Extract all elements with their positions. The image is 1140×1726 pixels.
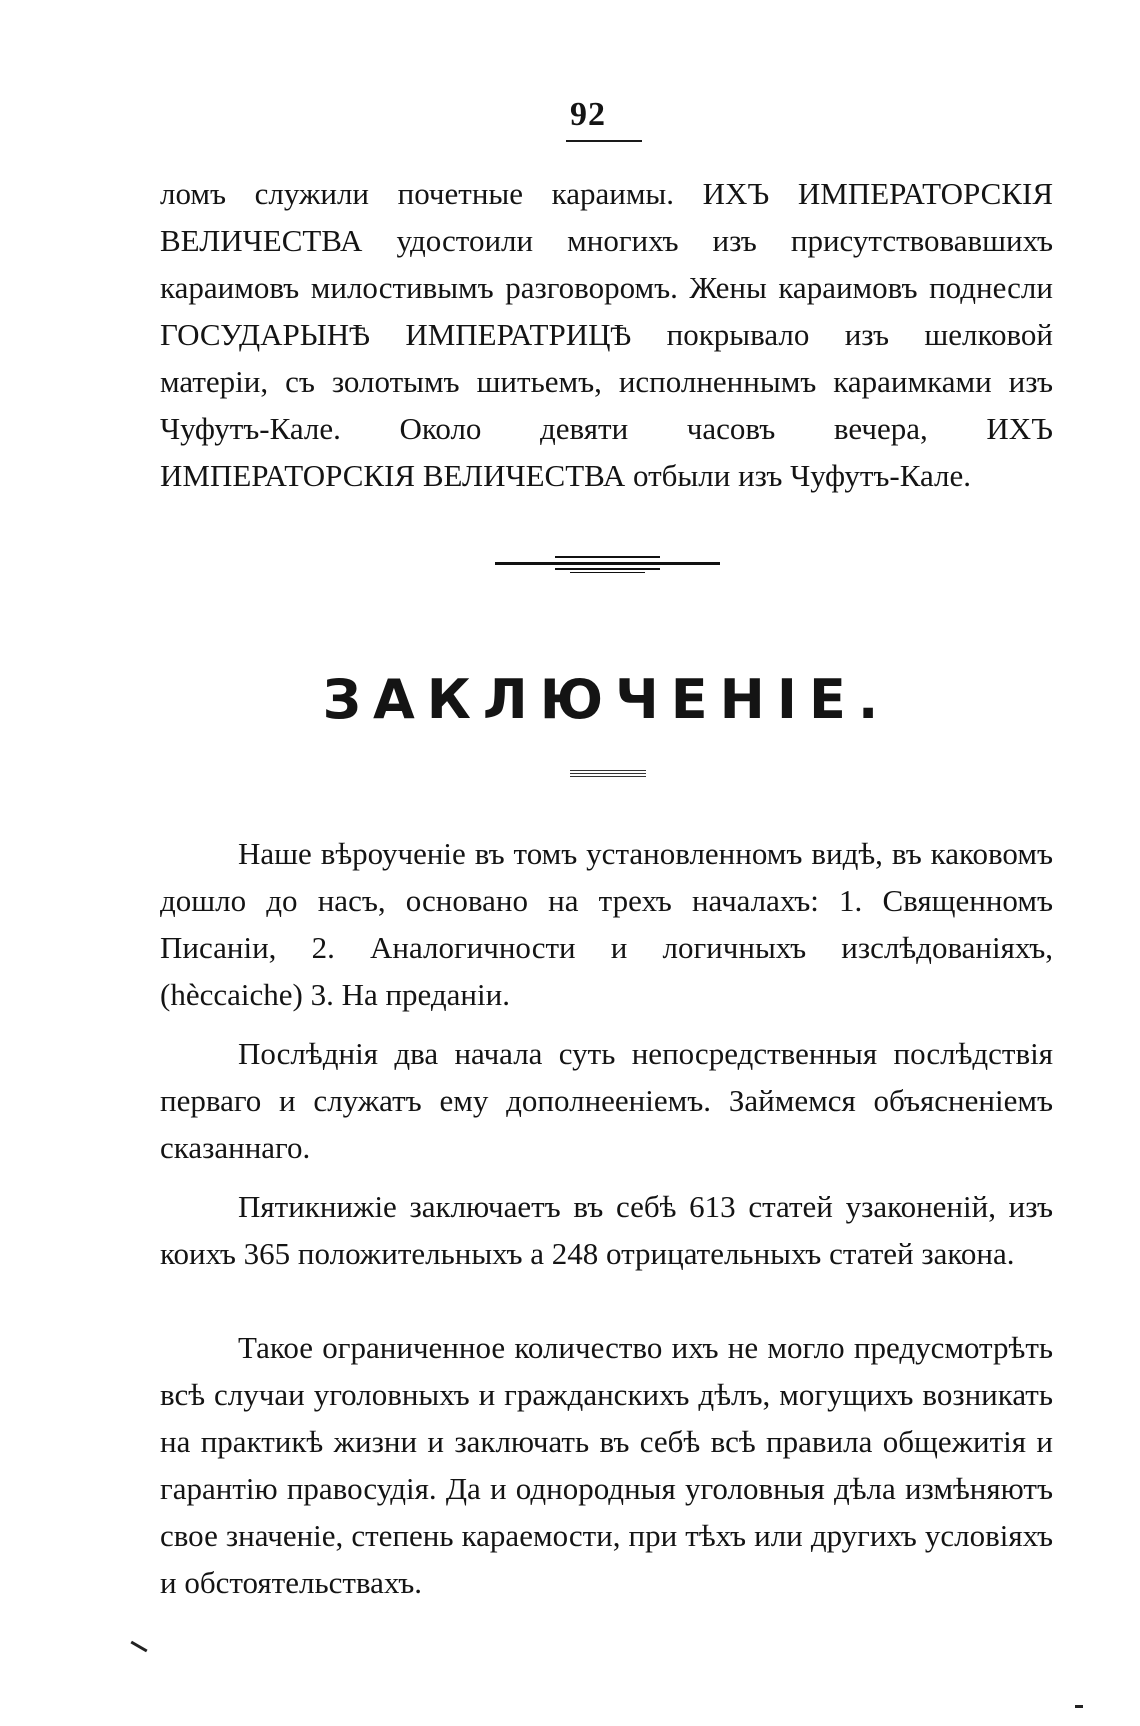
section-title-rule xyxy=(570,770,646,778)
section-divider-ornament xyxy=(495,553,720,575)
page-number: 92 xyxy=(570,96,606,133)
print-speck xyxy=(1075,1705,1083,1708)
paragraph-last-two-principles: Послѣднія два начала суть непосредственныя послѣдствія перваго и служатъ ему дополнееніемъ. Займемся объясненіемъ сказаннаго. xyxy=(160,1036,1053,1165)
page-number-underline xyxy=(566,140,642,142)
paragraph-limited-laws: Такое ограниченное количество ихъ не могло предусмотрѣть всѣ случаи уголовныхъ и гражданскихъ дѣлъ, могущихъ возникать на практикѣ жизни и заключать въ себѣ всѣ правила общежитія и гарантію правосудія. Да и однородныя уголовныя дѣла измѣняютъ свое значеніе, степень караемости, при тѣхъ или другихъ условіяхъ и обстоятельствахъ. xyxy=(160,1330,1053,1600)
paragraph-doctrine: Наше вѣроученіе въ томъ установленномъ видѣ, въ каковомъ дошло до насъ, основано на трехъ началахъ: 1. Священномъ Писаніи, 2. Аналогичности и логичныхъ изслѣдованіяхъ, (hèccaiche) 3. На преданіи. xyxy=(160,836,1053,1012)
paragraph-pentateuch: Пятикнижіе заключаетъ въ себѣ 613 статей узаконеній, изъ коихъ 365 положительныхъ а 248 отрицательныхъ статей закона. xyxy=(160,1189,1053,1271)
section-title: ЗАКЛЮЧЕНІЕ. xyxy=(322,668,891,731)
continued-text-block: ломъ служили почетные караимы. ИХЪ ИМПЕРАТОРСКІЯ ВЕЛИЧЕСТВА удостоили многихъ изъ присутствовавшихъ караимовъ милостивымъ разговоромъ. Жены караимовъ поднесли ГОСУДАРЫНѢ ИМПЕРАТРИЦѢ покрывало изъ шелковой матеріи, съ золотымъ шитьемъ, исполненнымъ караимками изъ Чуфутъ-Кале. Около девяти часовъ вечера, ИХЪ ИМПЕРАТОРСКІЯ ВЕЛИЧЕСТВА отбыли изъ Чуфутъ-Кале. xyxy=(160,176,1053,493)
print-speck xyxy=(130,1641,147,1653)
